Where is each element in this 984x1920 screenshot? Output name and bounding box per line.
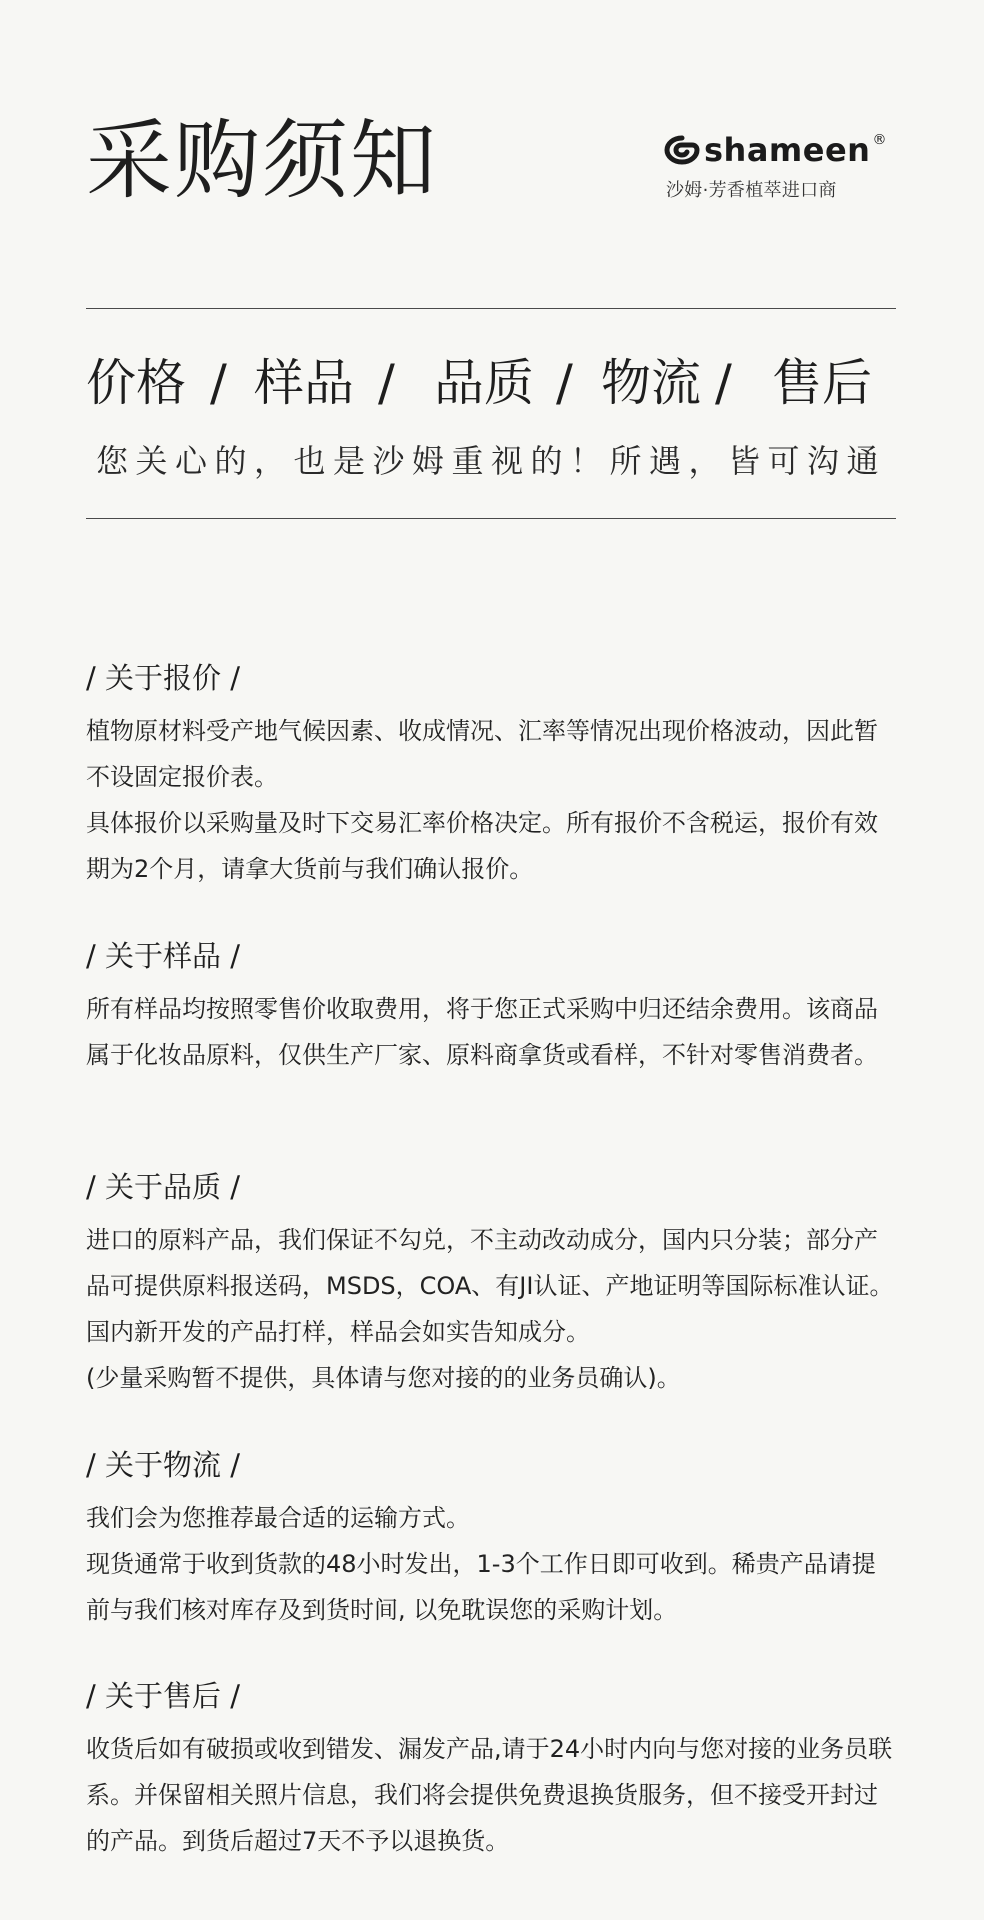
topic-samples: 样品 (254, 354, 354, 412)
topic-quality: 品质 (434, 354, 534, 412)
section-samples (86, 936, 896, 1078)
section-title: / 关于品质 / (86, 1170, 240, 1204)
topic-price: 价格 (86, 354, 186, 412)
topic-after-sales: 售后 (772, 354, 872, 412)
shameen-logo-icon (664, 135, 700, 165)
section-quality (86, 1167, 896, 1401)
section-title: / 关于售后 / (86, 1679, 240, 1713)
section-after-sales (86, 1676, 896, 1864)
bottom-divider (86, 518, 896, 519)
topic-list (86, 353, 896, 417)
section-paragraph: (少量采购暂不提供，具体请与您对接的的业务员确认)。 (86, 1364, 681, 1392)
section-paragraph: 植物原材料受产地气候因素、收成情况、汇率等情况出现价格波动，因此暂不设固定报价表。 (86, 717, 878, 791)
topic-separator: / (378, 354, 395, 412)
topic-separator: / (715, 354, 732, 412)
section-quotation (86, 658, 896, 892)
brand-logo (664, 128, 894, 172)
section-paragraph: 现货通常于收到货款的48小时发出，1-3个工作日即可收到。稀贵产品请提前与我们核对库存及到货时间, 以免耽误您的采购计划。 (86, 1550, 876, 1624)
registered-mark: ® (872, 132, 887, 148)
topic-logistics: 物流 (601, 354, 701, 412)
tagline: 您关心的，也是沙姆重视的！所遇，皆可沟通 (96, 442, 887, 480)
brand-wordmark: shameen (704, 131, 871, 169)
topic-separator: / (210, 354, 227, 412)
section-title: / 关于物流 / (86, 1448, 240, 1482)
section-paragraph: 我们会为您推荐最合适的运输方式。 (86, 1504, 470, 1532)
top-divider (86, 308, 896, 309)
section-paragraph: 所有样品均按照零售价收取费用，将于您正式采购中归还结余费用。该商品属于化妆品原料，仅供生产厂家、原料商拿货或看样，不针对零售消费者。 (86, 995, 878, 1069)
section-title: / 关于报价 / (86, 661, 240, 695)
brand-subtitle: 沙姆·芳香植萃进口商 (666, 180, 837, 201)
section-logistics (86, 1445, 896, 1633)
brand-block (664, 128, 894, 202)
section-paragraph: 进口的原料产品，我们保证不勾兑，不主动改动成分，国内只分装；部分产品可提供原料报送码，MSDS，COA、有JI认证、产地证明等国际标准认证。国内新开发的产品打样，样品会如实告知成分。 (86, 1226, 894, 1346)
section-paragraph: 收货后如有破损或收到错发、漏发产品,请于24小时内向与您对接的业务员联系。并保留相关照片信息，我们将会提供免费退换货服务，但不接受开封过的产品。到货后超过7天不予以退换货。 (86, 1735, 893, 1855)
section-title: / 关于样品 / (86, 939, 240, 973)
page-title: 采购须知 (86, 111, 438, 211)
section-paragraph: 具体报价以采购量及时下交易汇率价格决定。所有报价不含税运，报价有效期为2个月，请拿大货前与我们确认报价。 (86, 809, 878, 883)
topic-separator: / (556, 354, 573, 412)
